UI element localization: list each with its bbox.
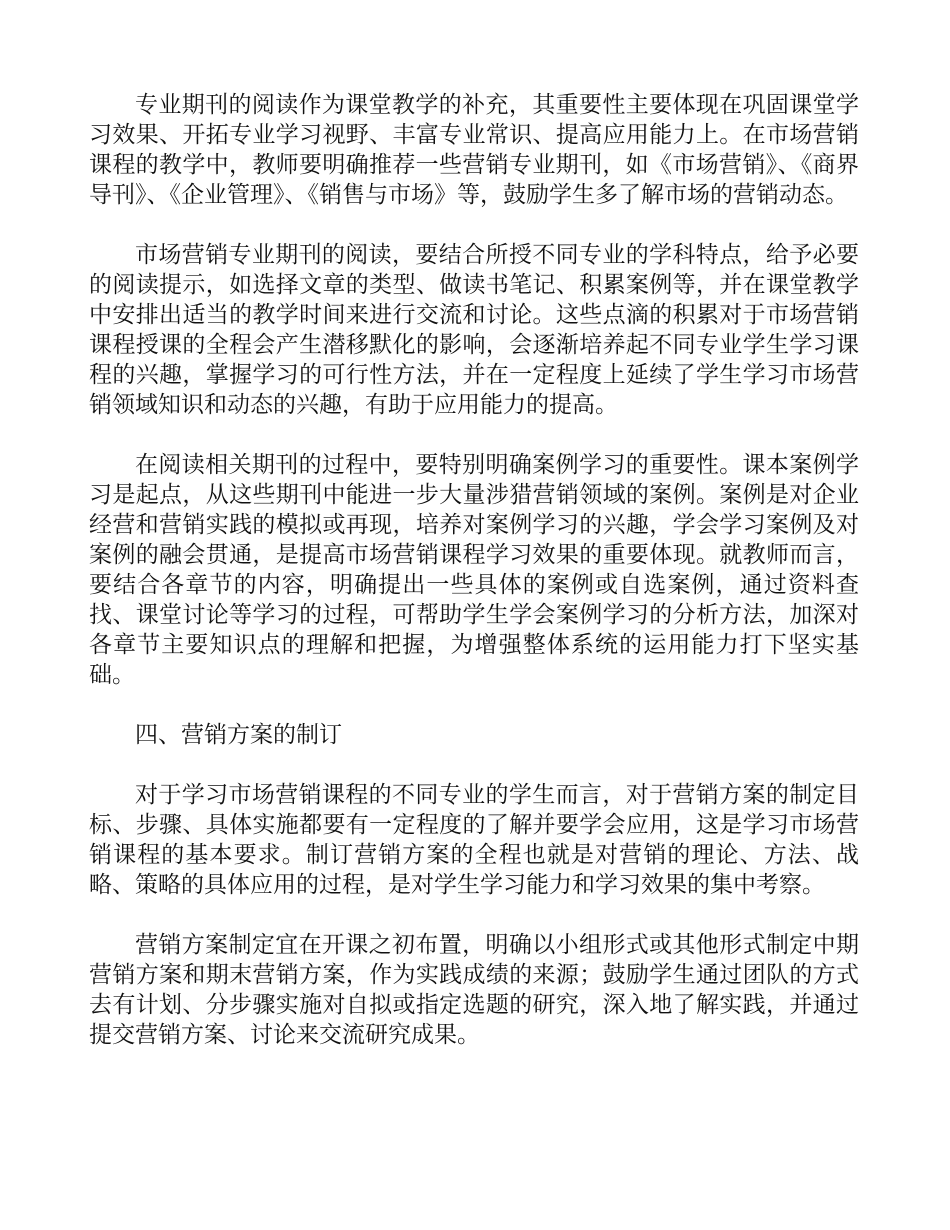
- paragraph-case-study: 在阅读相关期刊的过程中，要特别明确案例学习的重要性。课本案例学习是起点，从这些期刊中能进一步大量涉猎营销领域的案例。案例是对企业经营和营销实践的模拟或再现，培养对案例学习的兴趣，学会学习案例及对案例的融会贯通，是提高市场营销课程学习效果的重要体现。就教师而言，要结合各章节的内容，明确提出一些具体的案例或自选案例，通过资料查找、课堂讨论等学习的过程，可帮助学生学会案例学习的分析方法，加深对各章节主要知识点的理解和把握，为增强整体系统的运用能力打下坚实基础。: [89, 452, 859, 688]
- paragraph-reading-hints: 市场营销专业期刊的阅读，要结合所授不同专业的学科特点，给予必要的阅读提示，如选择文章的类型、做读书笔记、积累案例等，并在课堂教学中安排出适当的教学时间来进行交流和讨论。这些点滴的积累对于市场营销课程授课的全程会产生潜移默化的影响，会逐渐培养起不同专业学生学习课程的兴趣，掌握学习的可行性方法，并在一定程度上延续了学生学习市场营销领域知识和动态的兴趣，有助于应用能力的提高。: [89, 242, 859, 418]
- section-heading: 四、营销方案的制订: [135, 722, 342, 748]
- paragraph-journal-reading: 专业期刊的阅读作为课堂教学的补充，其重要性主要体现在巩固课堂学习效果、开拓专业学习视野、丰富专业常识、提高应用能力上。在市场营销课程的教学中，教师要明确推荐一些营销专业期刊，如《市场营销》、《商界导刊》、《企业管理》、《销售与市场》等，鼓励学生多了解市场的营销动态。: [89, 92, 859, 208]
- paragraph-plan-assignment: 营销方案制定宜在开课之初布置，明确以小组形式或其他形式制定中期营销方案和期末营销方案，作为实践成绩的来源；鼓励学生通过团队的方式去有计划、分步骤实施对自拟或指定选题的研究，深入地了解实践，并通过提交营销方案、讨论来交流研究成果。: [89, 932, 859, 1048]
- paragraph-plan-requirements: 对于学习市场营销课程的不同专业的学生而言，对于营销方案的制定目标、步骤、具体实施都要有一定程度的了解并要学会应用，这是学习市场营销课程的基本要求。制订营销方案的全程也就是对营销的理论、方法、战略、策略的具体应用的过程，是对学生学习能力和学习效果的集中考察。: [89, 782, 859, 898]
- document-page: [89, 90, 859, 1080]
